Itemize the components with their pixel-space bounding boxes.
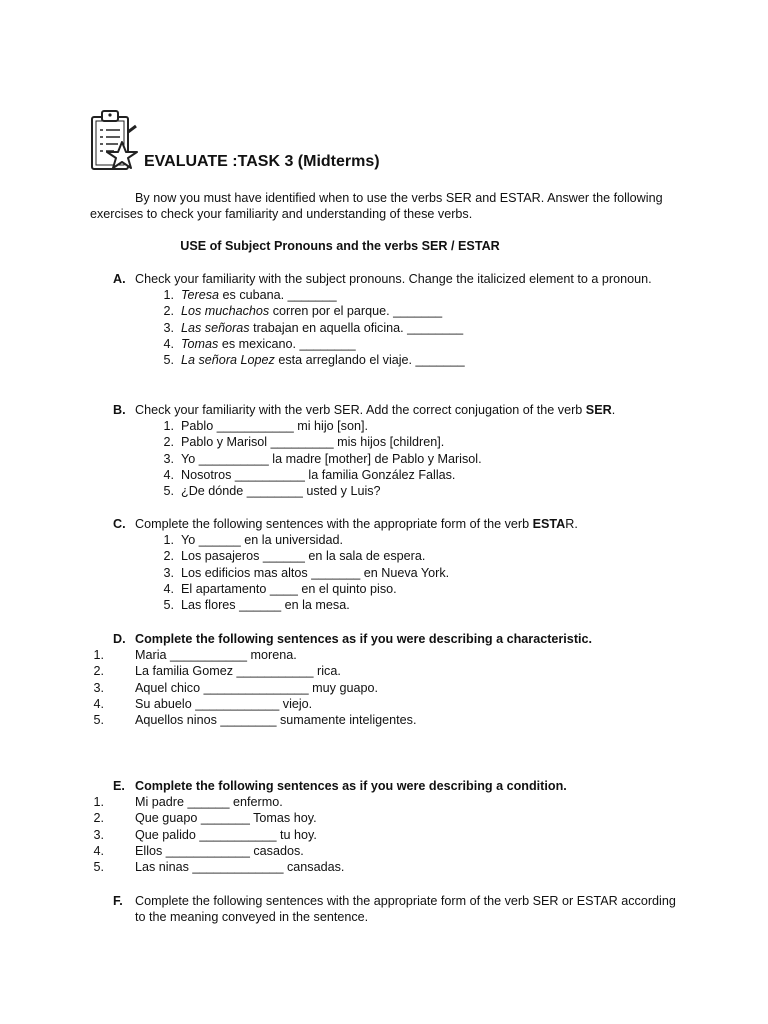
item-text: Maria ___________ morena. (135, 648, 297, 663)
item-number: 2. (163, 549, 174, 564)
item-number: 3. (163, 565, 174, 580)
item-number: 4. (163, 336, 174, 351)
italic-subject: Las señoras (181, 320, 250, 335)
list-item (90, 597, 680, 613)
exercise-b-list (90, 418, 680, 499)
exercise-c-instruction (90, 516, 680, 532)
exercise-d (90, 631, 680, 728)
instruction-text: Complete the following sentences as if you were describing a characteristic. (135, 632, 593, 646)
list-item (90, 680, 680, 696)
item-text: Su abuelo ____________ viejo. (135, 696, 313, 711)
italic-subject: Teresa (181, 288, 220, 303)
exercise-letter: B. (113, 403, 126, 417)
exercise-letter: C. (113, 517, 126, 531)
list-item (90, 287, 680, 303)
italic-subject: Los muchachos (181, 304, 270, 319)
item-text: es mexicano. ________ (218, 336, 356, 351)
item-text: Que palido ___________ tu hoy. (135, 827, 317, 842)
item-number: 5. (163, 598, 174, 613)
bold-verb: ESTA (532, 517, 566, 531)
item-text: ¿De dónde ________ usted y Luis? (181, 484, 381, 499)
list-item (90, 418, 680, 434)
instruction-text: Complete the following sentences with the appropriate form of the verb ESTAR. (135, 517, 578, 531)
italic-subject: La señora Lopez (181, 353, 275, 368)
exercise-b-instruction (90, 402, 680, 418)
item-number: 2. (93, 811, 104, 826)
instruction-text: Check your familiarity with the verb SER. Add the correct conjugation of the verb SER. (135, 403, 616, 417)
item-text: El apartamento ____ en el quinto piso. (181, 581, 397, 596)
item-text: Los pasajeros ______ en la sala de espera. (181, 549, 426, 564)
list-item (90, 451, 680, 467)
exercise-b (90, 402, 680, 499)
item-number: 3. (93, 680, 104, 695)
section-subtitle: USE of Subject Pronouns and the verbs SER / ESTAR (180, 239, 500, 253)
item-text: Nosotros __________ la familia González Fallas. (181, 467, 456, 482)
exercise-letter: E. (113, 779, 125, 793)
item-number: 1. (93, 795, 104, 810)
italic-subject: Tomas (181, 336, 219, 351)
exercise-f (90, 893, 680, 925)
item-number: 1. (163, 419, 174, 434)
item-text: Mi padre ______ enfermo. (135, 795, 283, 810)
item-number: 3. (93, 827, 104, 842)
list-item (90, 336, 680, 352)
item-number: 1. (163, 288, 174, 303)
task-header (88, 108, 688, 178)
list-item (90, 434, 680, 450)
item-text: corren por el parque. _______ (269, 304, 443, 319)
item-text: Yo __________ la madre [mother] de Pablo y Marisol. (181, 451, 482, 466)
item-number: 5. (163, 484, 174, 499)
item-number: 5. (163, 353, 174, 368)
list-item (90, 548, 680, 564)
intro-text: By now you must have identified when to use the verbs SER and ESTAR. Answer the following exercises to check your familiarity and understanding of these verbs. (90, 191, 663, 222)
exercise-c-list (90, 532, 680, 613)
list-item (90, 532, 680, 548)
list-item (90, 859, 680, 875)
exercise-d-list (90, 647, 680, 728)
list-item (90, 794, 680, 810)
list-item (90, 810, 680, 826)
list-item (90, 827, 680, 843)
item-text: Pablo y Marisol _________ mis hijos [children]. (181, 435, 445, 450)
item-number: 5. (93, 713, 104, 728)
exercise-e-instruction (90, 778, 680, 794)
item-text: esta arreglando el viaje. _______ (274, 353, 465, 368)
instruction-text: Check your familiarity with the subject pronouns. Change the italicized element to a pronoun. (135, 272, 652, 286)
list-item (90, 581, 680, 597)
item-text: Que guapo _______ Tomas hoy. (135, 811, 317, 826)
item-text: Las flores ______ en la mesa. (181, 598, 350, 613)
list-item (90, 663, 680, 679)
list-item (90, 843, 680, 859)
list-item (90, 483, 680, 499)
exercise-c (90, 516, 680, 613)
list-item (90, 320, 680, 336)
list-item (90, 712, 680, 728)
exercise-e-list (90, 794, 680, 875)
exercise-a (90, 271, 680, 368)
item-number: 2. (163, 435, 174, 450)
item-number: 4. (93, 696, 104, 711)
item-text: La familia Gomez ___________ rica. (135, 664, 341, 679)
page-title: EVALUATE :TASK 3 (Midterms) (144, 153, 380, 170)
item-text: Ellos ____________ casados. (135, 843, 304, 858)
item-text: es cubana. _______ (219, 288, 337, 303)
list-item (90, 467, 680, 483)
instruction-text: Complete the following sentences with the appropriate form of the verb SER or ESTAR according to the meaning conveyed in the sentence. (135, 894, 676, 925)
list-item (90, 696, 680, 712)
item-text: Aquel chico _______________ muy guapo. (135, 680, 378, 695)
item-number: 4. (163, 467, 174, 482)
exercise-letter: F. (113, 894, 123, 908)
instruction-text: Complete the following sentences as if you were describing a condition. (135, 779, 567, 793)
item-text: Las ninas _____________ cansadas. (135, 860, 345, 875)
list-item (90, 352, 680, 368)
exercise-letter: A. (113, 272, 126, 286)
item-number: 1. (163, 533, 174, 548)
item-text: Pablo ___________ mi hijo [son]. (181, 419, 368, 434)
item-number: 3. (163, 451, 174, 466)
item-number: 4. (163, 581, 174, 596)
item-text: Los edificios mas altos _______ en Nueva York. (181, 565, 450, 580)
list-item (90, 565, 680, 581)
item-text: Yo ______ en la universidad. (181, 533, 343, 548)
exercise-a-list (90, 287, 680, 368)
clipboard-star-icon (88, 108, 144, 176)
exercise-f-instruction (90, 893, 680, 925)
exercise-d-instruction (90, 631, 680, 647)
list-item (90, 303, 680, 319)
item-text: trabajan en aquella oficina. ________ (249, 320, 464, 335)
list-item (90, 647, 680, 663)
item-number: 4. (93, 843, 104, 858)
intro-paragraph (90, 190, 680, 222)
item-text: Aquellos ninos ________ sumamente inteligentes. (135, 713, 417, 728)
exercise-letter: D. (113, 632, 126, 646)
exercise-e (90, 778, 680, 875)
item-number: 2. (163, 304, 174, 319)
item-number: 1. (93, 648, 104, 663)
item-number: 5. (93, 860, 104, 875)
exercise-a-instruction (90, 271, 680, 287)
item-number: 2. (93, 664, 104, 679)
bold-verb: SER (585, 403, 612, 417)
item-number: 3. (163, 320, 174, 335)
